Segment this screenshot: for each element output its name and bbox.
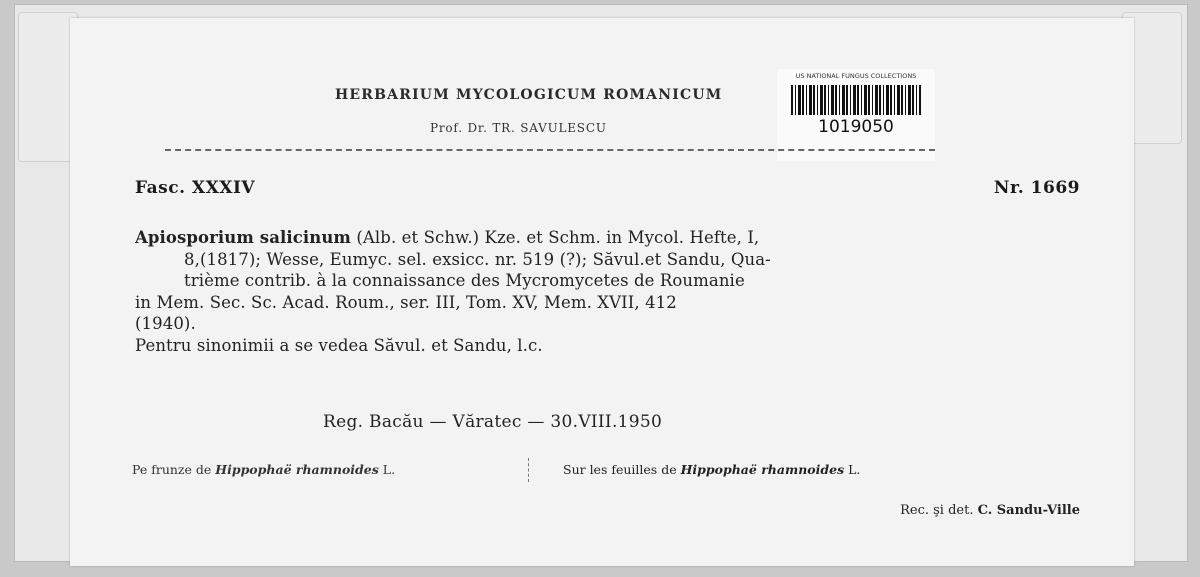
barcode-icon (791, 85, 921, 115)
collector-credit (900, 503, 1080, 518)
citation-line: in Mem. Sec. Sc. Acad. Roum., ser. III, Tom. XV, Mem. XVII, 412 (135, 292, 677, 312)
citation-line (135, 227, 945, 249)
herbarium-title: HERBARIUM MYCOLOGICUM ROMANICUM (335, 87, 723, 103)
collector-prefix: Rec. şi det. (900, 503, 974, 518)
host-prefix: Pe frunze de (132, 462, 212, 477)
envelope-flap-left (18, 12, 78, 162)
fascicle-number: Fasc. XXXIV (135, 178, 256, 198)
host-french (563, 462, 860, 477)
host-plant: Hippophaë rhamnoides (680, 462, 845, 477)
host-suffix: L. (848, 462, 861, 477)
synonym-note: Pentru sinonimii a se vedea Săvul. et Sandu, l.c. (135, 335, 543, 355)
host-separator (528, 458, 529, 482)
herbarium-curator: Prof. Dr. TR. SAVULESCU (430, 121, 607, 135)
barcode-number: 1019050 (818, 117, 894, 137)
species-name: Apiosporium salicinum (135, 228, 351, 247)
citation-authority: (Alb. et Schw.) Kze. et Schm. in Mycol. Hefte, I, (356, 228, 760, 247)
collection-locality: Reg. Bacău — Văratec — 30.VIII.1950 (323, 412, 663, 432)
barcode-caption: US NATIONAL FUNGUS COLLECTIONS (795, 72, 917, 80)
host-romanian (132, 462, 395, 477)
collector-name: C. Sandu-Ville (977, 503, 1080, 518)
citation-line: 8,(1817); Wesse, Eumyc. sel. exsicc. nr. 519 (?); Săvul.et Sandu, Qua- (184, 249, 771, 269)
host-prefix: Sur les feuilles de (563, 462, 677, 477)
divider (165, 149, 935, 151)
host-suffix: L. (382, 462, 396, 477)
specimen-number: Nr. 1669 (993, 178, 1080, 198)
host-plant: Hippophaë rhamnoides (215, 462, 379, 477)
citation-line: (1940). (135, 314, 196, 333)
citation-line: trième contrib. à la connaissance des Mycromycetes de Roumanie (184, 271, 745, 290)
barcode-sticker (777, 69, 935, 161)
taxon-citation (135, 227, 945, 356)
